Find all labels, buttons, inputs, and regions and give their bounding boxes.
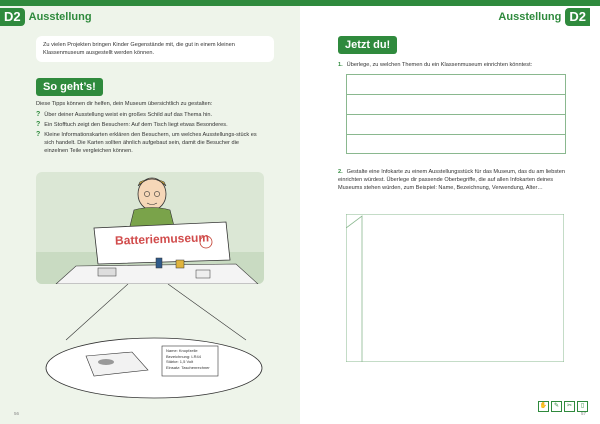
question-1: 1. Überlege, zu welchen Themen du ein Klassenmuseum einrichten könntest:: [338, 62, 533, 68]
question-mark-icon: ?: [36, 111, 41, 118]
museum-illustration: [36, 172, 264, 284]
answer-lines[interactable]: [346, 74, 566, 154]
section-title-so-gehts: So geht’s!: [36, 78, 103, 96]
museum-scene-graphic: [36, 172, 264, 284]
question-mark-icon: ?: [36, 121, 41, 128]
answer-line[interactable]: [347, 75, 565, 95]
page-number-right: 57: [580, 411, 586, 416]
chapter-badge: D2: [565, 8, 590, 26]
hand-icon: ✋: [538, 401, 549, 412]
question-2: 2. Gestalte eine Infokarte zu einem Ausstellungsstück für das Museum, das du am liebsten einrichten würdest. Überlege dir passende Oberbegriffe, die auf allen Infokarten deines Museums stehen würden, zum Beispiel: Name, Bezeichnung, Verwendung, Alter…: [338, 169, 565, 191]
page-number-left: 56: [14, 411, 20, 416]
scissors-icon: ✂: [564, 401, 575, 412]
intro-box: Zu vielen Projekten bringen Kinder Gegenstände mit, die gut in einem kleinen Klassenmuseum ausgestellt werden können.: [36, 36, 274, 62]
tip-item: ? Ein Stofftuch zeigt den Besuchern: Auf dem Tisch liegt etwas Besonderes.: [36, 121, 228, 128]
info-card: Name: Knopfzelle Bezeichnung: LR44 Stärke: 1,5 Volt Einsatz: Taschenrechner: [166, 348, 210, 370]
tip-item: ? Kleine Informationskarten erklären den Besuchern, um welches Ausstellungs-stück es sich handelt. Die Karten sollten ähnlich aufgebaut sein, damit die Besucher die einzelnen Teile vergleichen können.: [36, 131, 257, 154]
top-bar: [0, 0, 300, 6]
pencil-icon: ✎: [551, 401, 562, 412]
tips-lead: Diese Tipps können dir helfen, dein Museum übersichtlich zu gestalten:: [36, 101, 213, 107]
section-title-jetzt-du: Jetzt du!: [338, 36, 397, 54]
page-header: [498, 8, 590, 26]
answer-line[interactable]: [347, 95, 565, 115]
info-card-drawing-area[interactable]: [346, 214, 564, 362]
chapter-badge: D2: [0, 8, 25, 26]
zoom-bubble-graphic: [36, 284, 264, 400]
banner-text: Batteriemuseum: [114, 230, 210, 248]
folded-card-graphic: [346, 214, 564, 362]
answer-line[interactable]: [347, 135, 565, 154]
answer-line[interactable]: [347, 115, 565, 135]
zoom-illustration: [36, 284, 264, 400]
question-mark-icon: ?: [36, 131, 41, 138]
page-title: Ausstellung: [28, 11, 92, 23]
page-title: Ausstellung: [498, 11, 562, 23]
page-header: [0, 8, 92, 26]
tips-list: [36, 111, 264, 157]
glue-icon: ▯: [577, 401, 588, 412]
tip-item: ? Über deiner Ausstellung weist ein großes Schild auf das Thema hin.: [36, 111, 213, 118]
top-bar: [300, 0, 600, 6]
